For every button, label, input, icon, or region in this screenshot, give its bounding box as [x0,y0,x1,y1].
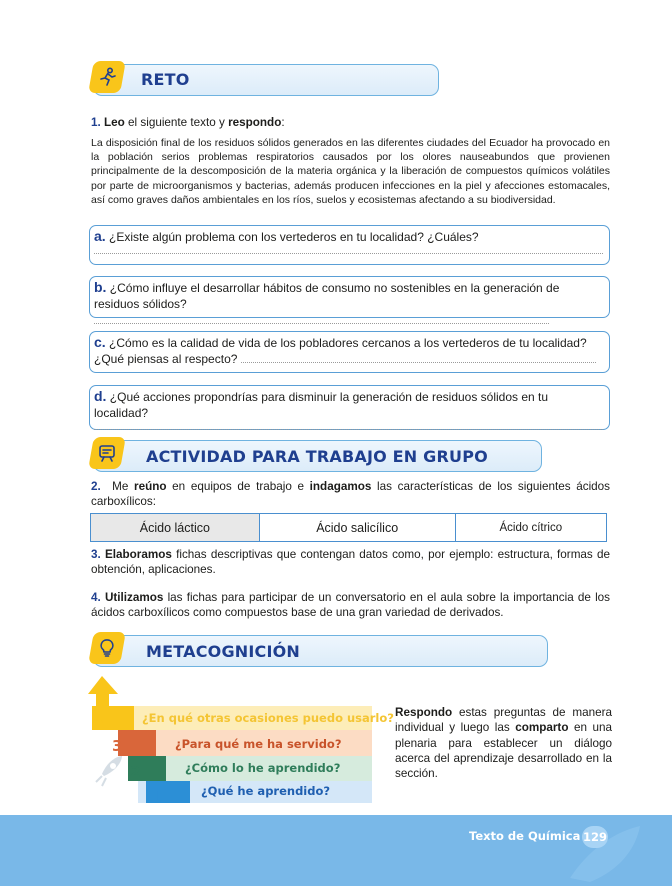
book-title: Texto de Química [469,829,581,843]
step-label: ¿Qué he aprendido? [201,784,331,798]
runner-icon [88,61,126,93]
question-b-box[interactable] [89,276,610,318]
reto-title: RETO [141,70,190,89]
question-text: ¿Cómo es la calidad de vida de los pobladores cercanos a los vertederos de tu localidad? ¿Qué piensas al respecto? [94,336,587,366]
answer-line[interactable] [241,362,596,363]
grupo-title: ACTIVIDAD PARA TRABAJO EN GRUPO [146,447,488,466]
rocket-icon [96,756,122,786]
step-number: 1 [151,788,162,806]
question-text: ¿Cómo influye el desarrollar hábitos de consumo no sostenibles en la generación de residuos sólidos? [94,281,560,311]
grupo-item4: 4. Utilizamos las fichas para participar de un conversatorio en el aula sobre la importancia de los ácidos carboxílicos como compuestos base de una gran variedad de derivados. [91,591,611,619]
step-number: 4 [93,711,104,729]
step-label: ¿Para qué me ha servido? [175,737,342,751]
meta-title: METACOGNICIÓN [146,642,301,661]
acid-cell: Ácido láctico [91,514,260,542]
question-letter: c. [94,334,106,350]
answer-line[interactable] [94,323,549,324]
grupo-item3: 3. Elaboramos fichas descriptivas que contengan datos como, por ejemplo: estructura, formas de obtención, aplicaciones. [91,548,610,576]
acid-cell: Ácido cítrico [455,514,606,542]
grupo-item2: 2. Me reúno en equipos de trabajo e indagamos las características de los siguientes ácidos carboxílicos: [91,480,611,508]
question-text: ¿Qué acciones propondrías para disminuir la generación de residuos sólidos en tu localidad? [94,390,549,420]
answer-line[interactable] [94,421,603,430]
step-number: 3 [112,737,123,755]
acids-table [90,513,607,542]
rocket-watermark-icon [560,818,650,884]
group-work-icon [88,437,126,469]
question-c-box[interactable] [89,331,610,373]
step-label: ¿En qué otras ocasiones puedo usarlo? [142,711,394,725]
page-number: 129 [582,826,608,848]
acid-cell: Ácido salicílico [259,514,455,542]
step-number: 2 [130,763,141,781]
question-text: ¿Existe algún problema con los vertederos en tu localidad? ¿Cuáles? [109,230,479,244]
meta-instructions: Respondo estas preguntas de manera individual y luego las comparto en una plenaria para establecer un diálogo acerca del aprendizaje desarrollado en la sección. [395,706,613,781]
question-a-box[interactable] [89,225,610,265]
question-d-box[interactable] [89,385,610,430]
reto-paragraph: La disposición final de los residuos sólidos generados en las diferentes ciudades del Ecuador ha provocado en la población serios problemas respiratorios causados por los olores nauseabundos que provienen principalmente de la descomposición de la materia orgánica y la liberación de compuestos químicos volátiles por parte de microorganismos y bacterias, además producen infecciones en la piel y afecciones estomacales, así como graves daños ambientales en los ríos, suelos y ecosistemas afectando a su biodiversidad. [91,137,610,206]
step-label: ¿Cómo lo he aprendido? [185,761,341,775]
question-letter: d. [94,388,107,404]
reto-item1: 1. Leo el siguiente texto y respondo: [91,116,285,129]
question-letter: a. [94,228,106,244]
question-letter: b. [94,279,107,295]
lightbulb-icon [88,632,126,664]
answer-line[interactable] [94,245,603,254]
